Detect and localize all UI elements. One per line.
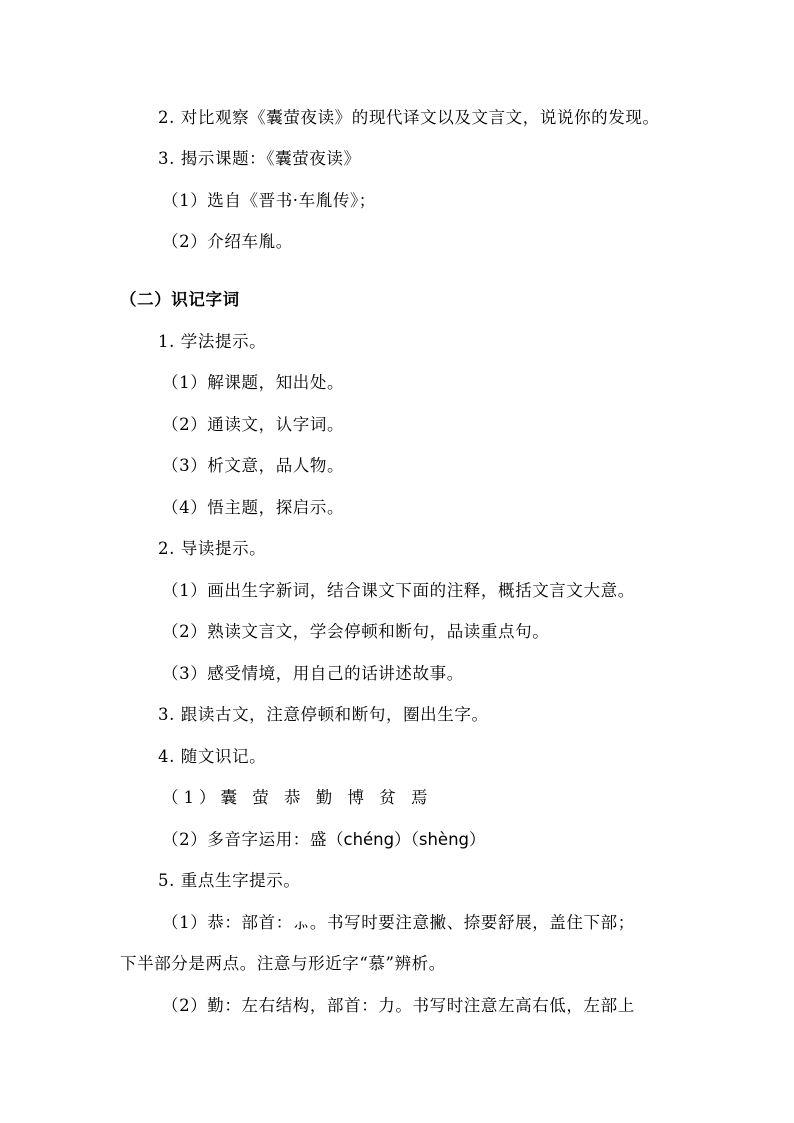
text-line-gong-tip: （1）恭：部首：⺗。书写时要注意撇、捺要舒展，盖住下部； — [162, 913, 635, 932]
text-line-guide-tips: 2. 导读提示。 — [158, 539, 267, 558]
section-heading-vocabulary: （二）识记字词 — [120, 290, 240, 309]
text-line-introduce: （2）介绍车胤。 — [162, 232, 293, 251]
text-line-source: （1）选自《晋书·车胤传》； — [162, 191, 376, 210]
text-line-qin-tip: （2）勤：左右结构，部首：力。书写时注意左高右低，左部上 — [162, 996, 635, 1015]
text-line-characters: （1）囊 萤 恭 勤 博 贫 焉 — [162, 788, 433, 807]
pinyin-cheng: （chéng） — [327, 830, 411, 849]
text-line-method-2: （2）通读文，认字词。 — [162, 415, 345, 434]
text-line-method-3: （3）析文意，品人物。 — [162, 456, 345, 475]
text-line-key-characters: 5. 重点生字提示。 — [158, 871, 301, 890]
text-line-follow-read: 3. 跟读古文，注意停顿和断句，圈出生字。 — [158, 705, 489, 724]
text-line-guide-3: （3）感受情境，用自己的话讲述故事。 — [162, 664, 464, 683]
polyphone-label: （2）多音字运用：盛 — [162, 830, 327, 849]
text-line-recognize: 4. 随文识记。 — [158, 747, 267, 766]
text-line-method-1: （1）解课题，知出处。 — [162, 373, 345, 392]
text-line-method-4: （4）悟主题，探启示。 — [162, 498, 345, 517]
text-line-guide-2: （2）熟读文言文，学会停顿和断句，品读重点句。 — [162, 622, 550, 641]
text-line-method-tips: 1. 学法提示。 — [158, 332, 267, 351]
pinyin-sheng: （shèng） — [410, 830, 486, 849]
text-line-reveal-title: 3. 揭示课题：《囊萤夜读》 — [158, 149, 361, 168]
text-line-guide-1: （1）画出生字新词，结合课文下面的注释，概括文言文大意。 — [162, 581, 635, 600]
text-line-gong-tip-cont: 下半部分是两点。注意与形近字“慕”辨析。 — [120, 954, 446, 973]
text-line-polyphone — [162, 830, 486, 850]
text-line-compare: 2. 对比观察《囊萤夜读》的现代译文以及文言文，说说你的发现。 — [158, 108, 660, 127]
